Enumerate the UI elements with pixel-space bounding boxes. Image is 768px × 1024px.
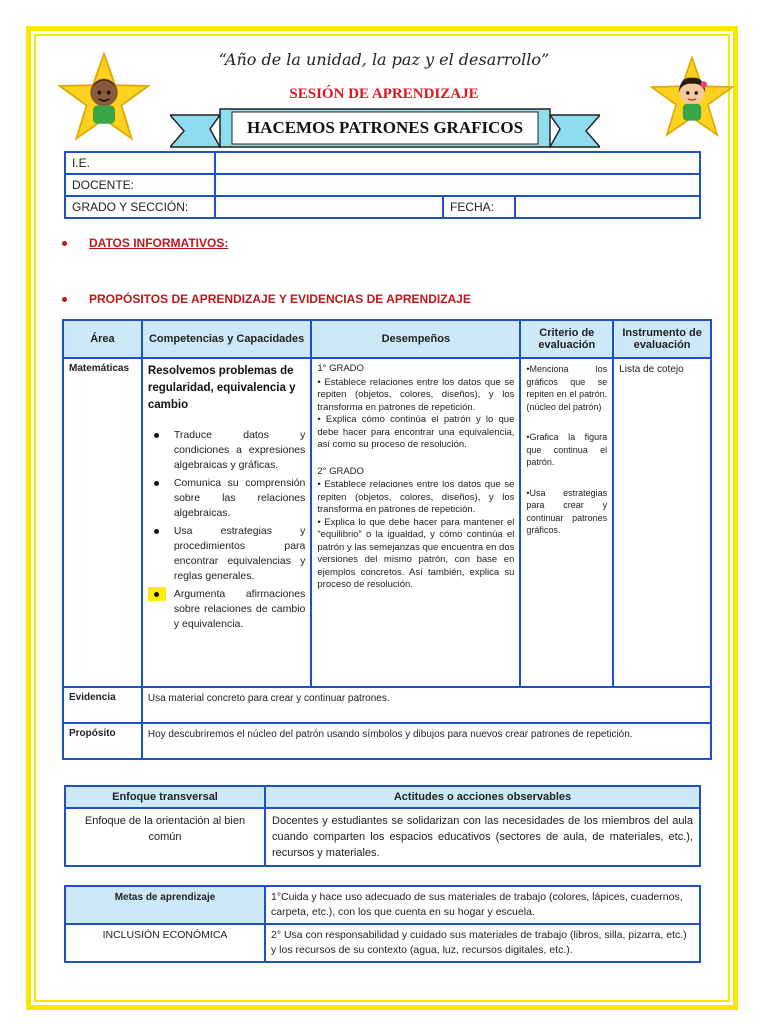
bullet-icon: [154, 529, 159, 534]
header-enfoque: Enfoque transversal: [65, 786, 265, 808]
area-cell: Matemáticas: [63, 358, 142, 687]
capacidades-list: [148, 428, 306, 632]
criterio-item: •Menciona los gráficos que se repiten en el patrón. (núcleo del patrón): [526, 364, 608, 412]
instrumento-cell: Lista de cotejo: [613, 358, 711, 687]
metas-label: Metas de aprendizaje: [65, 886, 265, 924]
grado2-title: 2° GRADO: [317, 465, 364, 477]
list-item: Usa estrategias y procedimientos para encontrar equivalencias y reglas generales.: [148, 524, 306, 584]
proposito-table: [62, 319, 712, 760]
header-instrumento: Instrumento de evaluación: [613, 320, 711, 358]
header-actitudes: Actitudes o acciones observables: [265, 786, 700, 808]
info-grado-label: GRADO Y SECCIÓN:: [65, 196, 215, 218]
actitudes-value: Docentes y estudiantes se solidarizan con las necesidades de los miembros del aula cuando comparten los espacios educativos (sectores de aula, de materiales, etc.), recursos y materiales.: [265, 808, 700, 866]
motto: “Año de la unidad, la paz y el desarrollo”: [218, 50, 550, 69]
competencia-title: Resolvemos problemas de regularidad, equivalencia y cambio: [147, 365, 296, 411]
bullet-icon: [154, 592, 159, 597]
meta-2: 2° Usa con responsabilidad y cuidado sus materiales de trabajo (libros, silla, pizarra, etc.) y los recursos de su contexto (agua, luz, recursos digitales, etc.).: [265, 924, 700, 962]
enfoque-table: [64, 785, 701, 867]
session-main-title: HACEMOS PATRONES GRAFICOS: [246, 118, 524, 137]
header-desempenos: Desempeños: [311, 320, 520, 358]
grado1-item: • Establece relaciones entre los datos que se repiten (objetos, colores, diseños), y los transforma en patrones de repetición.: [317, 376, 515, 413]
grado2-item: • Explica lo que debe hacer para mantener el “equilibrio” o la igualdad, y cómo continúa el patrón y las semejanzas que encuentra en dos versiones del mismo patrón, con base en ejemplos concretos. Así también, explica su proceso de resolución.: [317, 516, 515, 590]
criterio-item: •Usa estrategias para crear y continuar patrones gráficos.: [526, 487, 608, 535]
criterio-item: •Grafica la figura que continua el patrón.: [526, 432, 608, 467]
header-criterio: Criterio de evaluación: [520, 320, 613, 358]
info-fecha-value[interactable]: [515, 196, 700, 218]
enfoque-value: Enfoque de la orientación al bien común: [65, 808, 265, 866]
evidencia-label: Evidencia: [63, 687, 142, 723]
bullet-icon: [154, 481, 159, 486]
grado1-title: 1° GRADO: [317, 363, 364, 374]
session-title: SESIÓN DE APRENDIZAJE: [289, 86, 479, 102]
section-datos: DATOS INFORMATIVOS:: [62, 236, 228, 250]
list-item: Argumenta afirmaciones sobre relaciones de cambio y equivalencia.: [148, 587, 306, 632]
bullet-icon: [154, 433, 159, 438]
section-propositos: PROPÓSITOS DE APRENDIZAJE Y EVIDENCIAS DE APRENDIZAJE: [62, 292, 471, 306]
grado2-item: • Establece relaciones entre los datos que se repiten (objetos, colores, diseños), y los transforma en patrones de repetición.: [317, 479, 515, 515]
info-fecha-label: FECHA:: [443, 196, 515, 218]
proposito-value: Hoy descubriremos el núcleo del patrón usando símbolos y dibujos para nuevos crear patrones de repetición.: [142, 723, 711, 759]
info-ie-label: I.E.: [65, 152, 215, 174]
grado1-item: • Explica cómo continúa el patrón y lo que debe hacer para encontrar una equivalencia, así como su proceso de resolución.: [317, 414, 515, 450]
list-item: Comunica su comprensión sobre las relaciones algebraicas.: [148, 476, 306, 521]
info-table: [64, 151, 701, 219]
bullet-icon: [62, 297, 67, 302]
bullet-icon: [62, 241, 67, 246]
header-competencias: Competencias y Capacidades: [142, 320, 312, 358]
metas-table: [64, 885, 701, 963]
proposito-label: Propósito: [63, 723, 142, 759]
info-docente-value[interactable]: [215, 174, 700, 196]
header-area: Área: [63, 320, 142, 358]
inclusion-label: INCLUSIÓN ECONÓMICA: [65, 924, 265, 962]
info-grado-value[interactable]: [215, 196, 443, 218]
evidencia-value: Usa material concreto para crear y continuar patrones.: [142, 687, 711, 723]
meta-1: 1°Cuida y hace uso adecuado de sus materiales de trabajo (colores, lápices, cuadernos, carpeta, etc.), con los que cuenta en su hogar y escuela.: [265, 886, 700, 924]
competencias-cell: [142, 358, 312, 687]
info-ie-value[interactable]: [215, 152, 700, 174]
desempenos-cell: [311, 358, 520, 687]
criterio-cell: [520, 358, 613, 687]
info-docente-label: DOCENTE:: [65, 174, 215, 196]
list-item: Traduce datos y condiciones a expresiones algebraicas y gráficas.: [148, 428, 306, 473]
